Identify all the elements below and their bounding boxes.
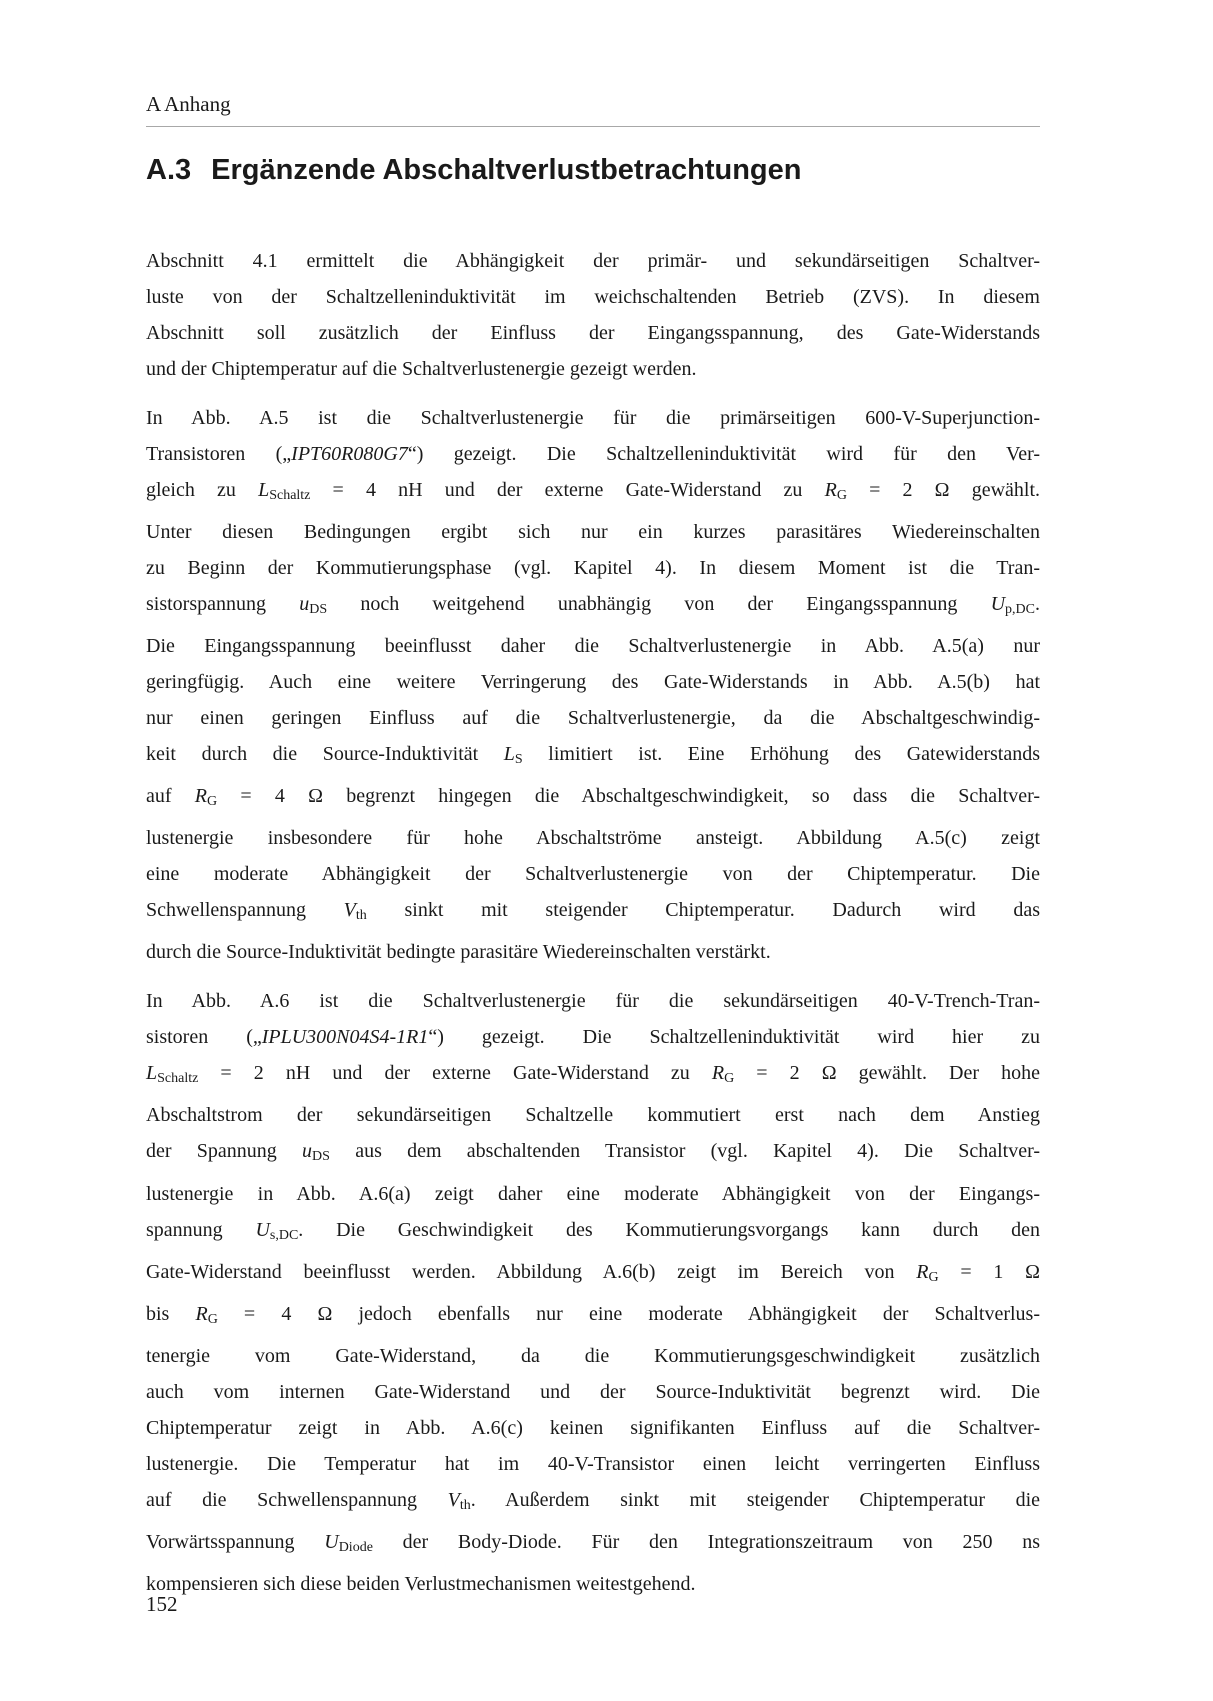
text-line <box>146 1446 1040 1482</box>
text-line <box>146 820 1040 856</box>
text-segment: auf die Schwellenspannung <box>146 1488 448 1511</box>
italic-text: L <box>503 743 515 766</box>
text-segment: sinkt mit steigender Chiptemperatur. Dadurch wird das <box>366 899 1040 922</box>
text-segment: lustenergie insbesondere für hohe Abschaltströme ansteigt. Abbildung A.5(c) zeigt <box>146 827 1040 850</box>
italic-text: V <box>343 899 356 922</box>
text-line <box>146 1524 1040 1566</box>
subscript-text: G <box>207 794 218 810</box>
text-line <box>146 472 1040 514</box>
text-segment: “) gezeigt. Die Schaltzelleninduktivität wird hier zu <box>428 1026 1040 1049</box>
text-line <box>146 892 1040 934</box>
text-segment: lustenergie in Abb. A.6(a) zeigt daher eine moderate Abhängigkeit von der Eingangs- <box>146 1182 1040 1205</box>
text-segment: Schwellenspannung <box>146 899 344 922</box>
text-line <box>146 1055 1040 1097</box>
text-segment: luste von der Schaltzelleninduktivität im weichschaltenden Betrieb (ZVS). In diesem <box>146 286 1040 308</box>
subscript-text: Schaltz <box>269 488 311 504</box>
text-segment: gleich zu <box>146 479 259 501</box>
italic-text: L <box>258 479 270 501</box>
text-segment: In Abb. A.6 ist die Schaltverlustenergie für die sekundärseitigen 40-V-Trench-Tran- <box>146 990 1040 1013</box>
text-segment: . Die Geschwindigkeit des Kommutierungsvorgangs kann durch den <box>298 1218 1040 1241</box>
paragraph <box>146 243 1040 387</box>
section-title: Ergänzende Abschaltverlustbetrachtungen <box>211 154 802 186</box>
text-line <box>146 1338 1040 1374</box>
text-line <box>146 664 1040 700</box>
text-line <box>146 736 1040 778</box>
header-rule <box>146 126 1040 127</box>
italic-text: R <box>195 1302 208 1325</box>
italic-text: u <box>299 593 310 616</box>
text-line <box>146 550 1040 586</box>
subscript-text: S <box>514 752 523 768</box>
body-text <box>146 243 1040 1602</box>
text-line <box>146 351 1040 387</box>
text-segment: tenergie vom Gate-Widerstand, da die Kommutierungsgeschwindigkeit zusätzlich <box>146 1344 1040 1367</box>
text-line <box>146 400 1040 436</box>
paragraph <box>146 400 1040 970</box>
text-line <box>146 628 1040 664</box>
text-segment: spannung <box>146 1218 256 1241</box>
text-segment: Transistoren („ <box>146 443 292 465</box>
text-line <box>146 700 1040 736</box>
italic-text: L <box>146 1062 158 1085</box>
text-segment: Chiptemperatur zeigt in Abb. A.6(c) keinen signifikanten Einfluss auf die Schaltver- <box>146 1416 1040 1439</box>
text-segment: bis <box>146 1302 196 1325</box>
text-segment: Unter diesen Bedingungen ergibt sich nur ein kurzes parasitäres Wiedereinschalten <box>146 521 1040 544</box>
text-line <box>146 1019 1040 1055</box>
text-line <box>146 279 1040 315</box>
text-segment: auch vom internen Gate-Widerstand und der Source-Induktivität begrenzt wird. Die <box>146 1380 1040 1403</box>
text-segment: = 1 Ω <box>938 1260 1040 1283</box>
text-segment: zu Beginn der Kommutierungsphase (vgl. Kapitel 4). In diesem Moment ist die Tran- <box>146 557 1040 580</box>
text-line <box>146 1410 1040 1446</box>
italic-text: U <box>990 593 1006 616</box>
text-segment: In Abb. A.5 ist die Schaltverlustenergie für die primärseitigen 600-V-Superjunction- <box>146 407 1040 429</box>
subscript-text: DS <box>312 1149 330 1165</box>
subscript-text: G <box>207 1311 218 1327</box>
text-line <box>146 778 1040 820</box>
text-segment: Abschnitt soll zusätzlich der Einfluss der Eingangsspannung, des Gate-Widerstands <box>146 322 1040 344</box>
text-segment: sistoren („ <box>146 1026 262 1049</box>
text-segment: geringfügig. Auch eine weitere Verringerung des Gate-Widerstands in Abb. A.5(b) hat <box>146 671 1040 694</box>
subscript-text: th <box>459 1497 471 1513</box>
text-line <box>146 1212 1040 1254</box>
text-segment: nur einen geringen Einfluss auf die Schaltverlustenergie, da die Abschaltgeschwindig- <box>146 707 1040 730</box>
text-line <box>146 934 1040 970</box>
text-line <box>146 514 1040 550</box>
text-line <box>146 243 1040 279</box>
text-segment: Abschaltstrom der sekundärseitigen Schaltzelle kommutiert erst nach dem Anstieg <box>146 1104 1040 1127</box>
text-line <box>146 1254 1040 1296</box>
text-segment: sistorspannung <box>146 593 300 616</box>
text-segment: Abschnitt 4.1 ermittelt die Abhängigkeit der primär- und sekundärseitigen Schaltver- <box>146 250 1040 272</box>
text-segment: aus dem abschaltenden Transistor (vgl. Kapitel 4). Die Schaltver- <box>329 1140 1041 1163</box>
italic-text: R <box>194 785 207 808</box>
text-segment: kompensieren sich diese beiden Verlustmechanismen weitestgehend. <box>146 1572 696 1595</box>
text-segment: Gate-Widerstand beeinflusst werden. Abbildung A.6(b) zeigt im Bereich von <box>146 1260 917 1283</box>
text-line <box>146 1374 1040 1410</box>
paragraph <box>146 983 1040 1602</box>
text-line <box>146 856 1040 892</box>
section-number: A.3 <box>146 154 192 186</box>
text-line <box>146 315 1040 351</box>
subscript-text: th <box>355 908 367 924</box>
subscript-text: G <box>724 1071 735 1087</box>
text-line <box>146 1566 1040 1602</box>
text-line <box>146 1133 1040 1175</box>
text-segment: = 2 Ω gewählt. Der hohe <box>734 1062 1040 1085</box>
subscript-text: G <box>928 1269 939 1285</box>
italic-text: u <box>302 1140 313 1163</box>
text-segment: der Body-Diode. Für den Integrationszeitraum von 250 ns <box>372 1530 1040 1553</box>
text-line <box>146 1482 1040 1524</box>
text-line <box>146 436 1040 472</box>
text-segment: der Spannung <box>146 1140 303 1163</box>
text-segment: noch weitgehend unabhängig von der Eingangsspannung <box>327 593 991 616</box>
text-segment: und der Chiptemperatur auf die Schaltverlustenergie gezeigt werden. <box>146 358 697 380</box>
text-segment: keit durch die Source-Induktivität <box>146 743 504 766</box>
italic-text: U <box>255 1218 270 1241</box>
text-line <box>146 983 1040 1019</box>
italic-text: IPLU300N04S4-1R1 <box>261 1026 429 1049</box>
text-segment: Vorwärtsspannung <box>146 1530 325 1553</box>
italic-text: U <box>324 1530 339 1553</box>
text-segment: . <box>1035 593 1040 616</box>
italic-text: R <box>711 1062 725 1085</box>
text-segment: limitiert ist. Eine Erhöhung des Gatewiderstands <box>522 743 1040 766</box>
italic-text: V <box>447 1488 460 1511</box>
text-line <box>146 586 1040 628</box>
subscript-text: p,DC <box>1005 602 1035 618</box>
text-line <box>146 1097 1040 1133</box>
text-segment: = 2 nH und der externe Gate-Widerstand zu <box>198 1062 712 1085</box>
subscript-text: s,DC <box>269 1227 299 1243</box>
text-segment: = 4 Ω begrenzt hingegen die Abschaltgeschwindigkeit, so dass die Schaltver- <box>217 785 1040 808</box>
text-segment: lustenergie. Die Temperatur hat im 40-V-Transistor einen leicht verringerten Einfluss <box>146 1452 1040 1475</box>
text-segment: = 4 Ω jedoch ebenfalls nur eine moderate Abhängigkeit der Schaltverlus- <box>217 1302 1041 1325</box>
text-segment: auf <box>146 785 195 808</box>
italic-text: IPT60R080G7 <box>291 443 408 465</box>
text-line <box>146 1296 1040 1338</box>
running-header <box>146 92 231 116</box>
subscript-text: Diode <box>338 1539 373 1555</box>
text-segment: eine moderate Abhängigkeit der Schaltverlustenergie von der Chiptemperatur. Die <box>146 863 1040 886</box>
text-segment: “) gezeigt. Die Schaltzelleninduktivität wird für den Ver- <box>407 443 1040 465</box>
subscript-text: DS <box>309 602 328 618</box>
section-heading <box>146 153 1040 187</box>
text-segment: Die Eingangsspannung beeinflusst daher die Schaltverlustenergie in Abb. A.5(a) nur <box>146 635 1040 658</box>
text-line <box>146 1176 1040 1212</box>
subscript-text: Schaltz <box>157 1071 199 1087</box>
italic-text: R <box>824 479 837 501</box>
italic-text: R <box>916 1260 929 1283</box>
page-number: 152 <box>146 1592 178 1616</box>
text-segment: = 2 Ω gewählt. <box>846 479 1041 501</box>
text-segment: = 4 nH und der externe Gate-Widerstand zu <box>310 479 825 501</box>
text-segment: durch die Source-Induktivität bedingte parasitäre Wiedereinschalten verstärkt. <box>146 941 771 964</box>
text-segment: . Außerdem sinkt mit steigender Chiptemperatur die <box>470 1488 1040 1511</box>
subscript-text: G <box>836 488 847 504</box>
running-header-text: A Anhang <box>146 92 231 116</box>
